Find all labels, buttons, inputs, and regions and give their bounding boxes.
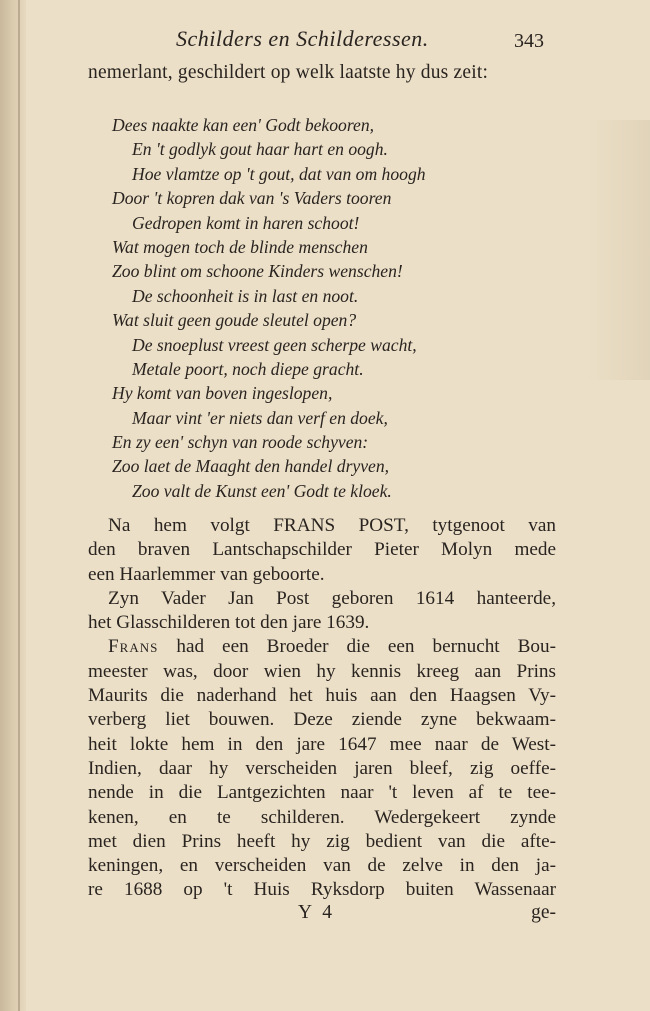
poem-line: Wat mogen toch de blinde menschen xyxy=(112,236,368,257)
poem-line: Metale poort, noch diepe gracht. xyxy=(132,358,364,379)
page-header xyxy=(176,26,576,58)
poem-line: En zy een' schyn van roode schyven: xyxy=(112,432,369,453)
prose-line: verberg liet bouwen. Deze ziende zyne bekwaam- xyxy=(88,709,556,731)
prose-line: keningen, en verscheiden van de zelve in den ja- xyxy=(88,855,556,877)
poem xyxy=(112,113,492,503)
prose-line: re 1688 op 't Huis Ryksdorp buiten Wassenaar xyxy=(88,879,556,901)
poem-line: Wat sluit geen goude sleutel open? xyxy=(112,310,357,331)
poem-line: Gedropen komt in haren schoot! xyxy=(132,212,360,233)
poem-line: Dees naakte kan een' Godt bekooren, xyxy=(112,115,375,135)
page-footer xyxy=(88,902,556,932)
poem-line: Door 't kopren dak van 's Vaders tooren xyxy=(112,188,392,209)
prose-line: meester was, door wien hy kennis kreeg aan Prins xyxy=(88,660,556,682)
poem-line: En 't godlyk gout haar hart en oogh. xyxy=(132,139,388,160)
poem-line: Hy komt van boven ingeslopen, xyxy=(112,383,333,404)
signature-mark: Y 4 xyxy=(298,902,335,923)
prose-line: Indien, daar hy verscheiden jaren bleef, zig oeffe- xyxy=(88,757,556,779)
poem-line: Zoo laet de Maaght den handel dryven, xyxy=(112,456,390,477)
prose-line: nende in die Lantgezichten naar 't leven af te tee- xyxy=(88,782,556,804)
poem-line: Maar vint 'er niets dan verf en doek, xyxy=(132,407,388,428)
prose-line: heit lokte hem in den jare 1647 mee naar de West- xyxy=(88,733,556,755)
poem-line: Hoe vlamtze op 't gout, dat van om hoogh xyxy=(132,163,426,184)
poem-line: Zoo blint om schoone Kinders wenschen! xyxy=(112,261,403,282)
prose-line: den braven Lantschapschilder Pieter Molyn mede xyxy=(88,539,556,561)
prose-line: Zyn Vader Jan Post geboren 1614 hanteerde, xyxy=(108,587,556,609)
book-gutter xyxy=(0,0,26,1011)
frans-smallcaps: Frans xyxy=(108,636,159,658)
prose-line: met dien Prins heeft hy zig bedient van die afte- xyxy=(88,830,556,852)
prose-line: Maurits die naderhand het huis aan den Haagsen Vy- xyxy=(88,685,556,707)
poem-line: De schoonheit is in last en noot. xyxy=(132,285,359,306)
prose-line: kenen, en te schilderen. Wedergekeert zynde xyxy=(88,806,556,828)
show-through-shadow xyxy=(588,120,650,380)
prose-body xyxy=(88,514,556,903)
prose-line: Na hem volgt FRANS POST, tytgenoot van xyxy=(108,515,556,536)
poem-line: Zoo valt de Kunst een' Godt te kloek. xyxy=(132,480,392,501)
poem-line: De snoeplust vreest geen scherpe wacht, xyxy=(132,334,417,355)
prose-line: het Glasschilderen tot den jare 1639. xyxy=(88,612,370,634)
running-title: Schilders en Schilderessen. xyxy=(176,26,429,51)
prose-line: een Haarlemmer van geboorte. xyxy=(88,563,325,585)
gutter-fold-line xyxy=(18,0,20,1011)
intro-line: nemerlant, geschildert op welk laatste hy dus zeit: xyxy=(88,62,489,83)
prose-line-rest: had een Broeder die een bernucht Bou- xyxy=(176,636,557,658)
prose-line-frans xyxy=(88,635,556,659)
catchword: ge- xyxy=(531,902,556,923)
page-number: 343 xyxy=(514,30,544,52)
